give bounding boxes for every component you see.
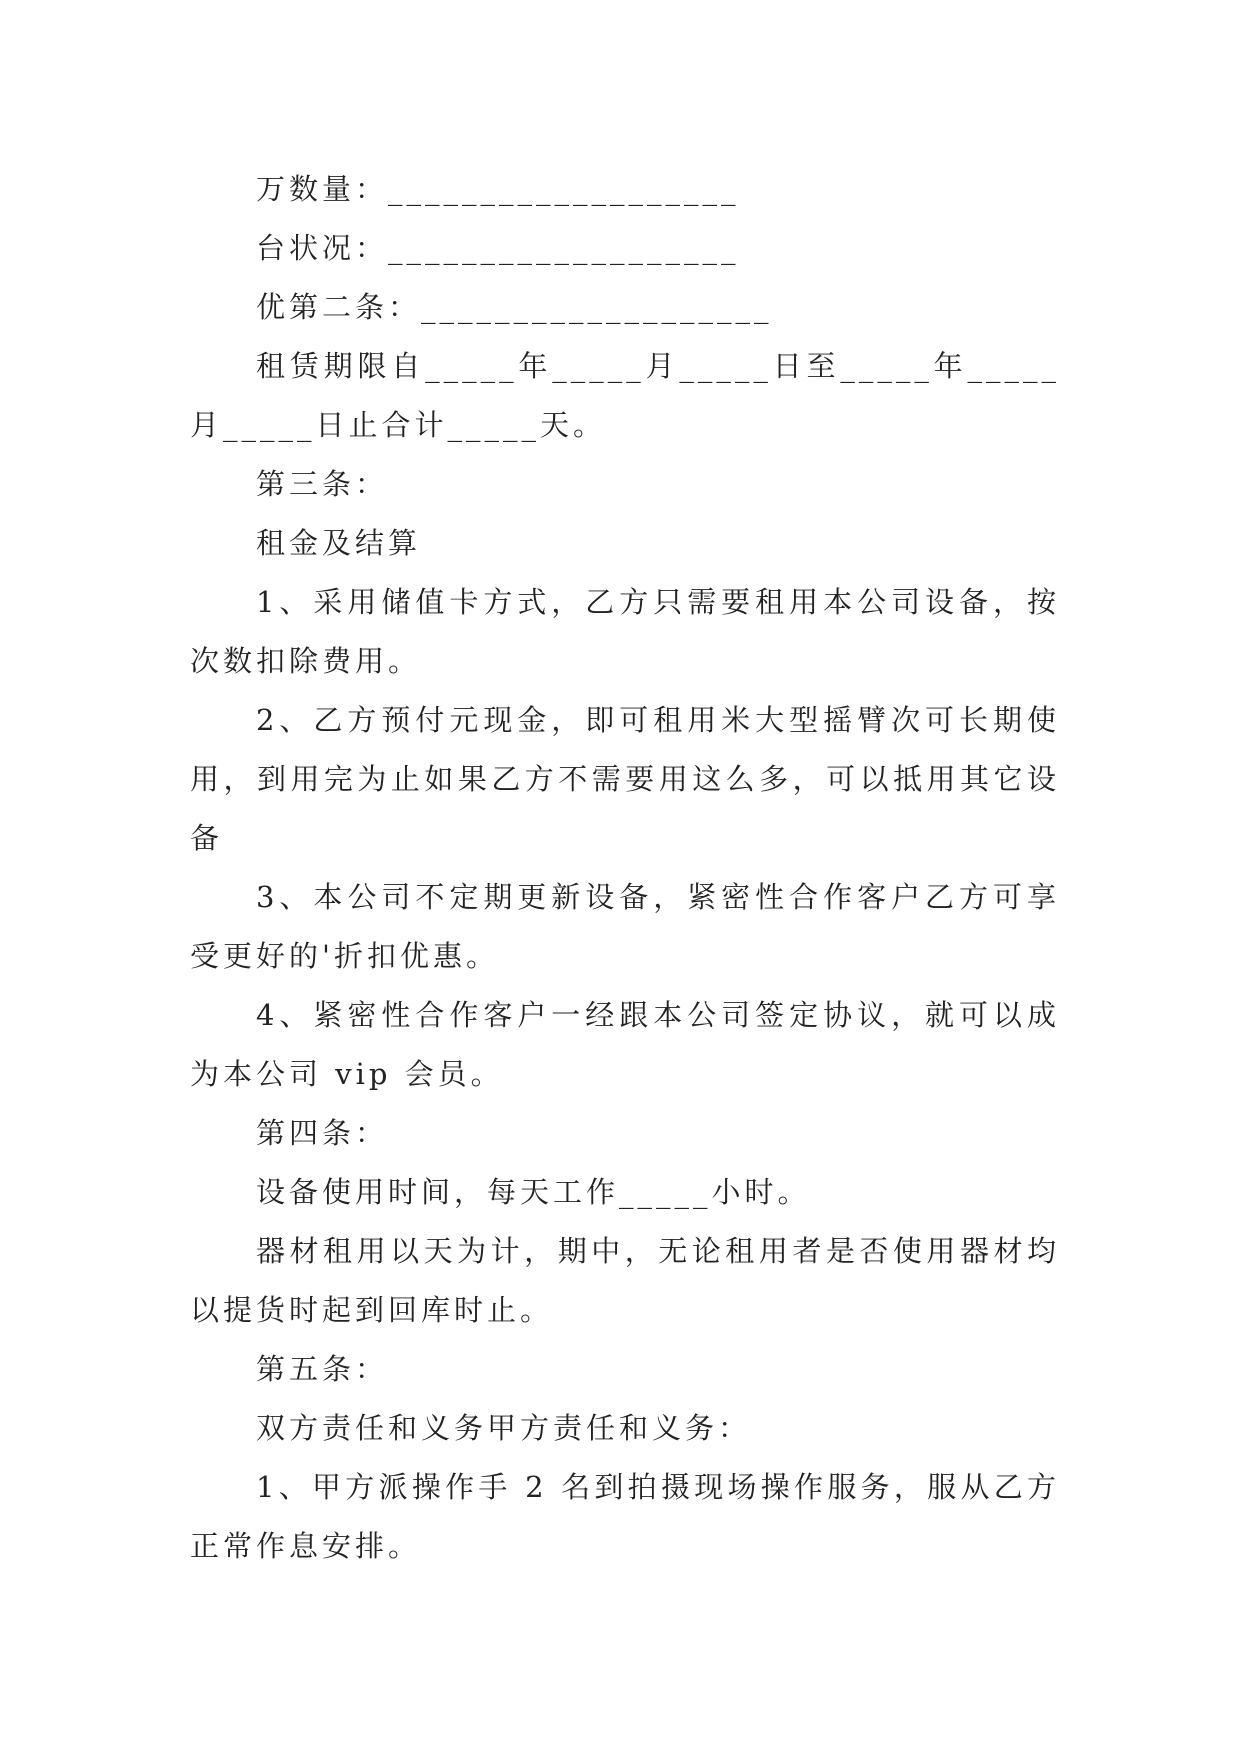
paragraph-item-3: 3、本公司不定期更新设备，紧密性合作客户乙方可享受更好的'折扣优惠。 bbox=[190, 880, 1060, 973]
heading-article-five: 第五条： bbox=[256, 1352, 389, 1386]
paragraph-party-a-item-1: 1、甲方派操作手 2 名到拍摄现场操作服务，服从乙方正常作息安排。 bbox=[190, 1470, 1060, 1563]
paragraph-item-2: 2、乙方预付元现金，即可租用米大型摇臂次可长期使用，到用完为止如果乙方不需要用这么多，可以抵用其它设备 bbox=[190, 703, 1060, 855]
paragraph-usage-time: 设备使用时间，每天工作_____小时。 bbox=[256, 1175, 811, 1209]
heading-article-four: 第四条： bbox=[256, 1116, 389, 1150]
paragraph-condition: 台状况：___________________ bbox=[256, 231, 740, 265]
paragraph-item-1: 1、采用储值卡方式，乙方只需要租用本公司设备，按次数扣除费用。 bbox=[190, 585, 1060, 678]
paragraph-article-two: 优第二条：___________________ bbox=[256, 290, 773, 324]
paragraph-item-4: 4、紧密性合作客户一经跟本公司签定协议，就可以成为本公司 vip 会员。 bbox=[190, 998, 1060, 1091]
paragraph-responsibilities: 双方责任和义务甲方责任和义务： bbox=[256, 1411, 752, 1445]
heading-rent-settlement: 租金及结算 bbox=[256, 526, 422, 560]
paragraph-lease-term: 租赁期限自_____年_____月_____日至_____年_____月_____日止合计_____天。 bbox=[190, 349, 1060, 442]
heading-article-three: 第三条： bbox=[256, 467, 389, 501]
paragraph-rental-rule: 器材租用以天为计，期中，无论租用者是否使用器材均以提货时起到回库时止。 bbox=[190, 1234, 1060, 1327]
paragraph-mileage: 万数量：___________________ bbox=[256, 172, 740, 206]
document-body bbox=[190, 160, 1060, 1576]
